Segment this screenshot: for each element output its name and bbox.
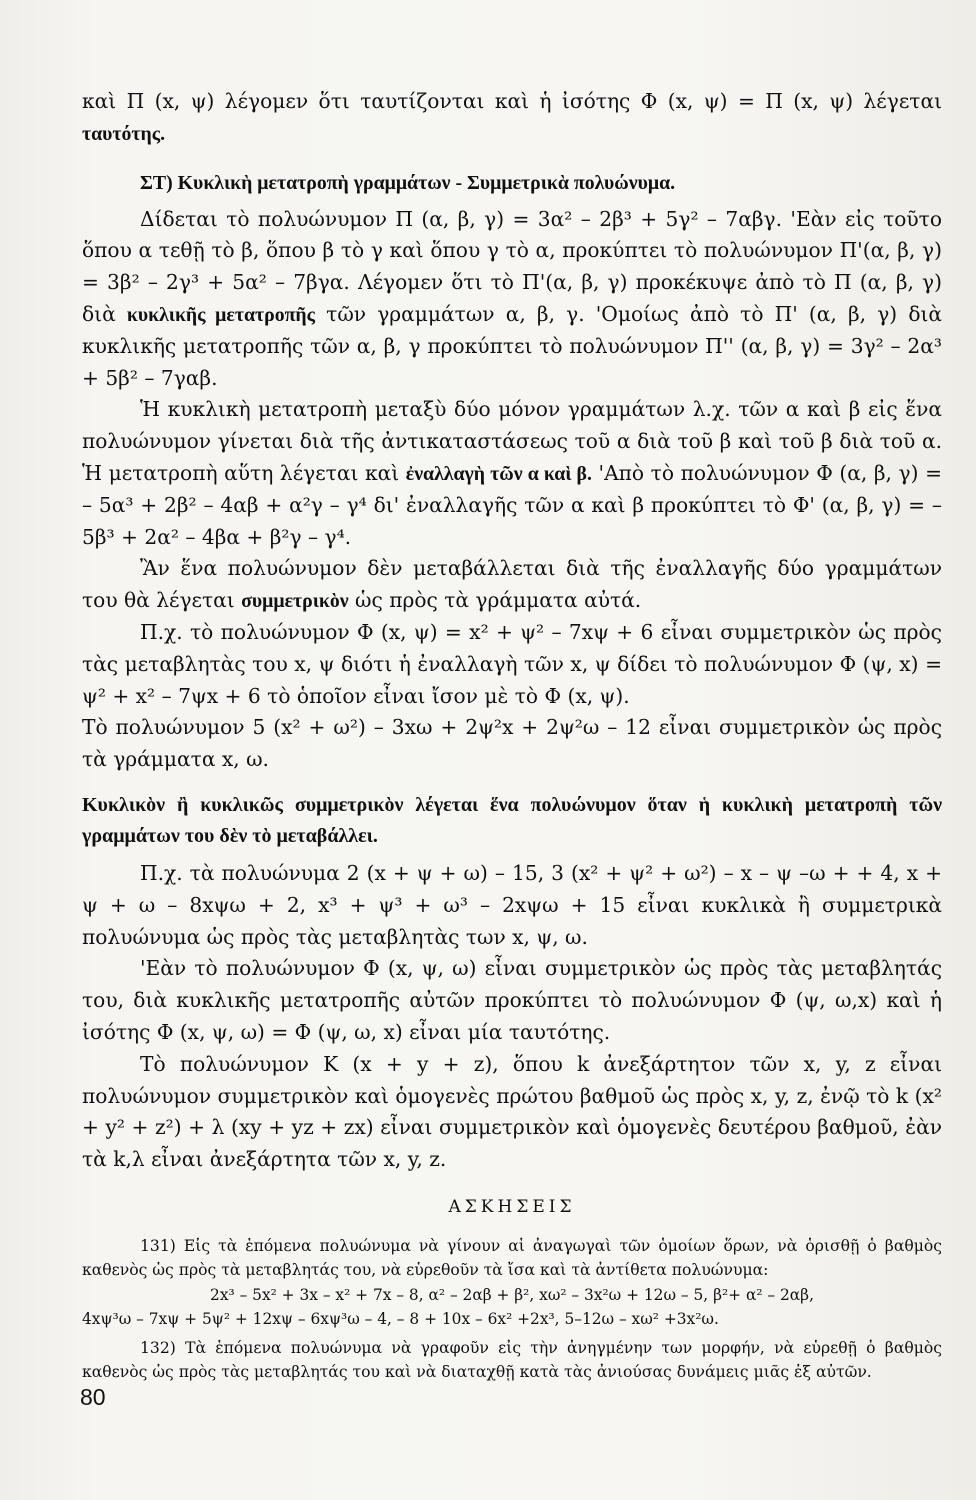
paragraph-1-text: καὶ Π (x, ψ) λέγομεν ὅτι ταυτίζονται καὶ ἡ ἰσότης Φ (x, ψ) = Π (x, ψ) λέγεται — [82, 89, 942, 113]
paragraph-cyclic-intro-a: Δίδεται τὸ πολυώνυμον Π (α, β, γ) = 3α² – 2β³ + 5γ² – 7αβγ. 'Εὰν εἰς τοῦτο ὅπου α τεθῇ τὸ β, ὅπου β τὸ γ καὶ ὅπου γ τὸ α, προκύπτει τὸ πολυώνυμον Π'(α, β, γ) = 3β² – 2γ³ + 5α² – 7βγα. Λέγομεν ὅτι τὸ Π'(α, β, γ) προκέκυψε ἀπὸ τὸ Π (α, β, γ) διὰ — [82, 206, 942, 326]
page-number: 80 — [80, 1384, 106, 1410]
term-symmetric: συμμετρικὸν — [241, 590, 349, 613]
page-content — [82, 86, 942, 1385]
paragraph-example-cyclic: Π.χ. τὰ πολυώνυμα 2 (x + ψ + ω) – 15, 3 (x² + ψ² + ω²) – x – ψ –ω + + 4, x + ψ + ω – 8xψω + 2, x³ + ψ³ + ω³ – 2xψω + 15 εἶναι κυκλικὰ ἢ συμμετρικὰ πολυώνυμα ὡς πρὸς τὰς μεταβλητὰς των x, ψ, ω. — [82, 860, 942, 949]
paragraph-identity: 'Εὰν τὸ πολυώνυμον Φ (x, ψ, ω) εἶναι συμμετρικὸν ὡς πρὸς τὰς μεταβλητάς του, διὰ κυκλικῆς μετατροπῆς αὐτῶν προκύπτει τὸ πολυώνυμον Φ (ψ, ω,x) καὶ ἡ ἰσότης Φ (x, ψ, ω) = Φ (ψ, ω, x) εἶναι μία ταυτότης. — [82, 956, 942, 1044]
exercise-131-line-2: 4xψ³ω – 7xψ + 5ψ² + 12xψ – 6xψ³ω – 4, – 8 + 10x – 6x² +2x³, 5–12ω – xω² +3x²ω. — [82, 1310, 719, 1329]
exercise-131-text: 131) Εἰς τὰ ἑπόμενα πολυώνυμα νὰ γίνουν αἱ ἀναγωγαὶ τῶν ὁμοίων ὅρων, νὰ ὁρισθῇ ὁ βαθμὸς καθενὸς ὡς πρὸς τὰ μεταβλητάς του, νὰ εὑρεθοῦν τὰ ἴσα καὶ τὰ ἀντίθετα πολυώνυμα: — [82, 1236, 942, 1280]
paragraph-homogeneous: Τὸ πολυώνυμον K (x + y + z), ὅπου k ἀνεξάρτητον τῶν x, y, z εἶναι πολυώνυμον συμμετρικὸν καὶ ὁμογενὲς πρώτου βαθμοῦ ὡς πρὸς x, y, z, ἐνῷ τὸ k (x² + y² + z²) + λ (xy + yz + zx) εἶναι συμμετρικὸν καὶ ὁμογενὲς δευτέρου βαθμοῦ, ἐὰν τὰ k,λ εἶναι ἀνεξάρτητα τῶν x, y, z. — [82, 1051, 942, 1172]
paragraph-cyclic-intro-b: τῶν γραμμάτων α, β, γ. 'Ομοίως ἀπὸ τὸ Π' (α, β, γ) διὰ κυκλικῆς μετατροπῆς τῶν α, β, γ προκύπτει τὸ πολυώνυμον Π'' (α, β, γ) = 3γ² – 2α³ + 5β² – 7γαβ. — [82, 301, 943, 390]
term-cyclic-transformation: κυκλικῆς μετατροπῆς — [126, 303, 316, 326]
paragraph-exchange-a: Ἡ κυκλικὴ μετατροπὴ μεταξὺ δύο μόνον γραμμάτων λ.χ. τῶν α καὶ β εἰς ἕνα πολυώνυμον γίνεται διὰ τῆς ἀντικαταστάσεως τοῦ α διὰ τοῦ β καὶ τοῦ β διὰ τοῦ α. Ἡ μετατροπὴ αὕτη λέγεται καὶ — [82, 397, 942, 485]
paragraph-example-symmetric: Π.χ. τὸ πολυώνυμον Φ (x, ψ) = x² + ψ² – 7xψ + 6 εἶναι συμμετρικὸν ὡς πρὸς τὰς μεταβλητὰς του x, ψ διότι ἡ ἐναλλαγὴ τῶν x, ψ δίδει τὸ πολυώνυμον Φ (ψ, x) = ψ² + x² – 7ψx + 6 τὸ ὁποῖον εἶναι ἴσον μὲ τὸ Φ (x, ψ). — [82, 619, 942, 708]
paragraph-example-symmetric-2: Τὸ πολυώνυμον 5 (x² + ω²) – 3xω + 2ψ²x + 2ψ²ω – 12 εἶναι συμμετρικὸν ὡς πρὸς τὰ γράμματα x, ω. — [82, 715, 942, 772]
paragraph-1-bold-end: ταυτότης. — [82, 122, 166, 145]
definition-cyclic-polynomial: Κυκλικὸν ἢ κυκλικῶς συμμετρικὸν λέγεται ἕνα πολυώνυμον ὅταν ἡ κυκλικὴ μετατροπὴ τῶν γραμμάτων του δὲν τὸ μεταβάλλει. — [82, 793, 942, 847]
exercises-title: ΑΣΚΗΣΕΙΣ — [448, 1196, 576, 1217]
exercise-132-text: 132) Τὰ ἑπόμενα πολυώνυμα νὰ γραφοῦν εἰς τὴν ἀνηγμένην των μορφήν, νὰ εὑρεθῇ ὁ βαθμὸς καθενὸς ὡς πρὸς τὰς μεταβλητάς του καὶ νὰ διαταχθῇ κατὰ τὰς ἀνιούσας δυνάμεις μιᾶς ἐξ αὐτῶν. — [82, 1338, 942, 1382]
paragraph-exchange-b: 'Απὸ τὸ πολυώνυμον Φ (α, β, γ) = – 5α³ + 2β² – 4αβ + α²γ – γ⁴ δι' ἐναλλαγῆς τῶν α καὶ β προκύπτει τὸ Φ' (α, β, γ) = – 5β³ + 2α² – 4βα + β²γ – γ⁴. — [82, 460, 942, 549]
paragraph-symmetric-def-b: ὡς πρὸς τὰ γράμματα αὐτά. — [355, 588, 642, 613]
exercise-131-line-1: 2x³ – 5x² + 3x – x² + 7x – 8, α² – 2αβ + β², xω² – 3x²ω + 12ω – 5, β²+ α² – 2αβ, — [210, 1285, 814, 1304]
paragraph-cyclic-intro — [82, 204, 942, 395]
paragraph-symmetric-def-a: Ἂν ἕνα πολυώνυμον δὲν μεταβάλλεται διὰ τῆς ἐναλλαγῆς δύο γραμμάτων του θὰ λέγεται — [82, 556, 942, 613]
term-exchange: ἐναλλαγὴ τῶν α καὶ β. — [405, 462, 592, 485]
section-heading-st: ΣΤ) Κυκλικὴ μετατροπὴ γραμμάτων - Συμμετρικὰ πολυώνυμα. — [140, 171, 676, 194]
paragraph-1 — [82, 86, 942, 150]
paragraph-exchange — [82, 394, 942, 553]
paragraph-symmetric-def — [82, 553, 942, 617]
